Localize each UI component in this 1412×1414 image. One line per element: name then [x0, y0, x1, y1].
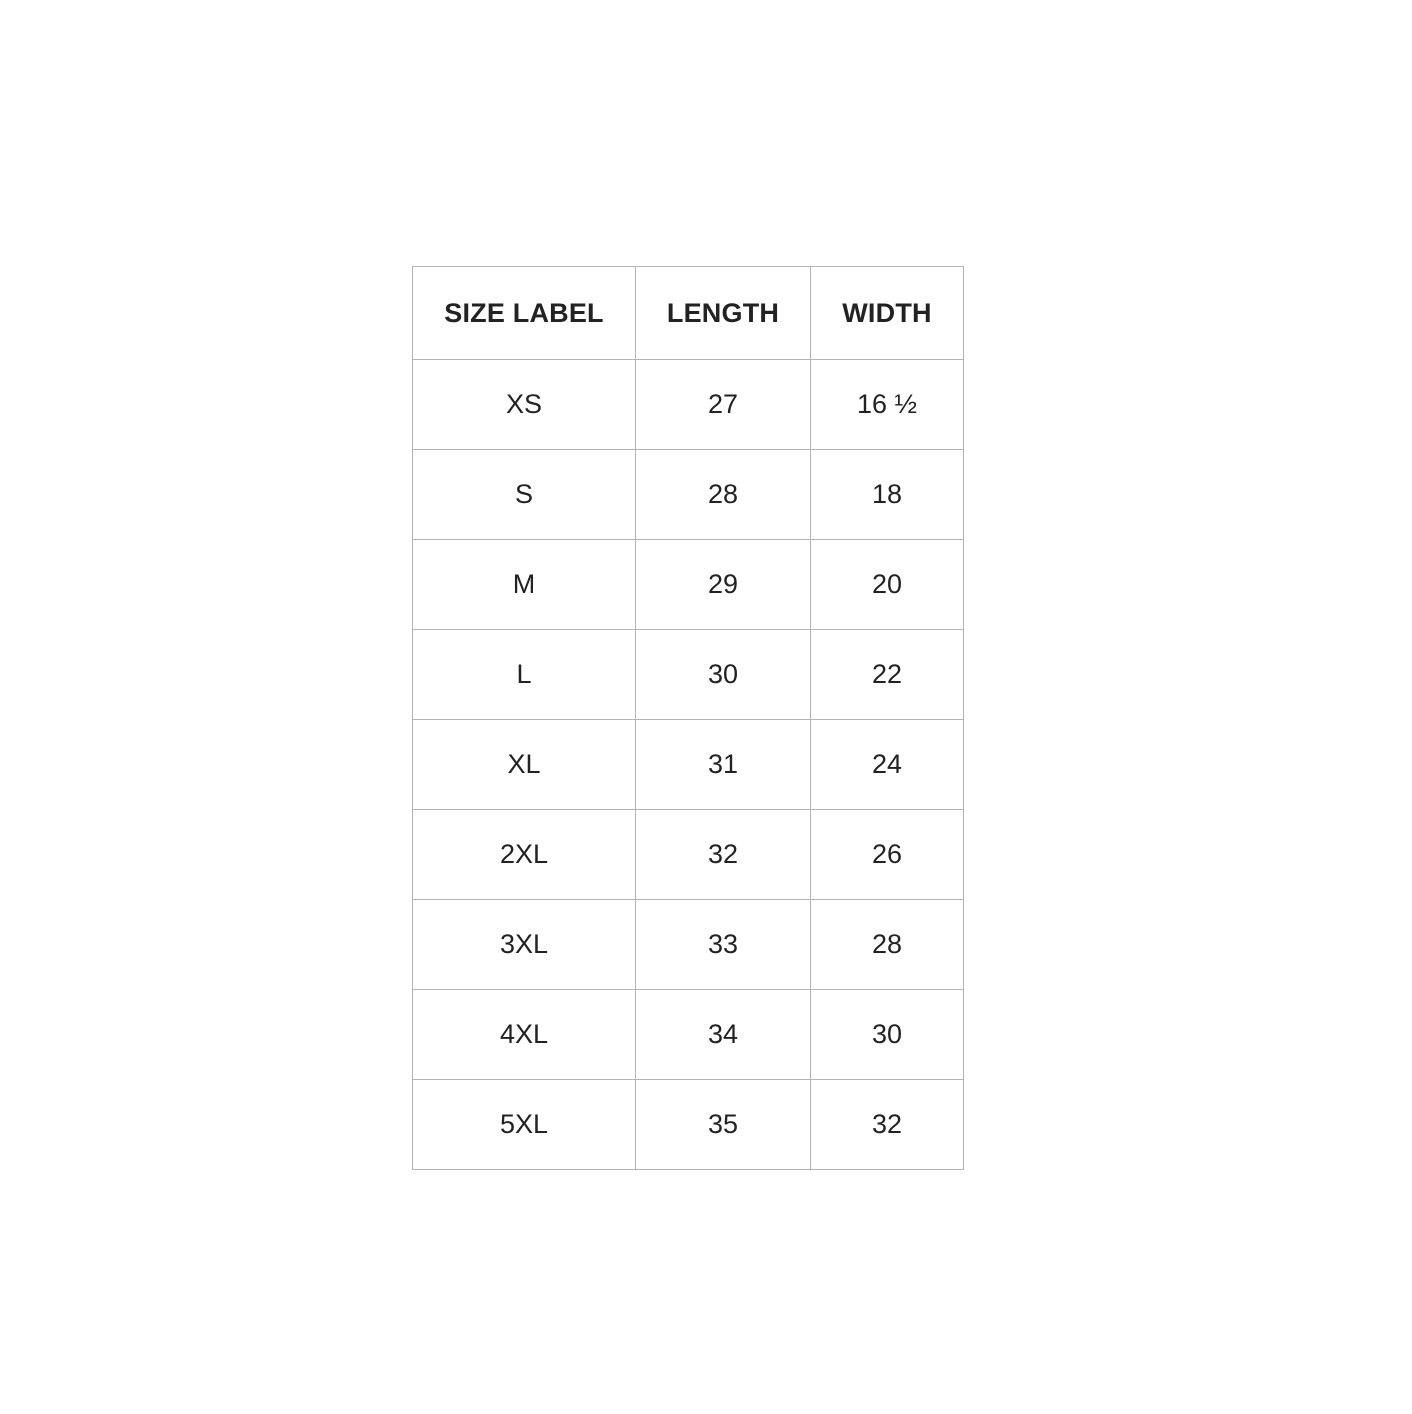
size-chart-table — [412, 266, 964, 1170]
length-cell: 27 — [636, 360, 811, 450]
table-row — [413, 990, 964, 1080]
header-size-label: SIZE LABEL — [413, 267, 636, 360]
table-row — [413, 810, 964, 900]
size-chart-header — [413, 267, 964, 360]
width-cell: 22 — [811, 630, 964, 720]
size-cell: 4XL — [413, 990, 636, 1080]
table-row — [413, 630, 964, 720]
table-row — [413, 900, 964, 990]
table-row — [413, 450, 964, 540]
length-cell: 30 — [636, 630, 811, 720]
size-cell: L — [413, 630, 636, 720]
table-row — [413, 540, 964, 630]
width-cell: 30 — [811, 990, 964, 1080]
size-chart-body — [413, 360, 964, 1170]
length-cell: 28 — [636, 450, 811, 540]
length-cell: 31 — [636, 720, 811, 810]
table-row — [413, 1080, 964, 1170]
size-cell: XL — [413, 720, 636, 810]
width-cell: 18 — [811, 450, 964, 540]
width-cell: 24 — [811, 720, 964, 810]
length-cell: 29 — [636, 540, 811, 630]
header-row — [413, 267, 964, 360]
length-cell: 34 — [636, 990, 811, 1080]
width-cell: 20 — [811, 540, 964, 630]
length-cell: 32 — [636, 810, 811, 900]
width-cell: 16 ½ — [811, 360, 964, 450]
width-cell: 32 — [811, 1080, 964, 1170]
length-cell: 33 — [636, 900, 811, 990]
size-cell: S — [413, 450, 636, 540]
size-cell: 2XL — [413, 810, 636, 900]
size-cell: M — [413, 540, 636, 630]
size-cell: 3XL — [413, 900, 636, 990]
length-cell: 35 — [636, 1080, 811, 1170]
table-row — [413, 360, 964, 450]
size-cell: XS — [413, 360, 636, 450]
size-cell: 5XL — [413, 1080, 636, 1170]
header-width: WIDTH — [811, 267, 964, 360]
header-length: LENGTH — [636, 267, 811, 360]
width-cell: 28 — [811, 900, 964, 990]
table-row — [413, 720, 964, 810]
width-cell: 26 — [811, 810, 964, 900]
